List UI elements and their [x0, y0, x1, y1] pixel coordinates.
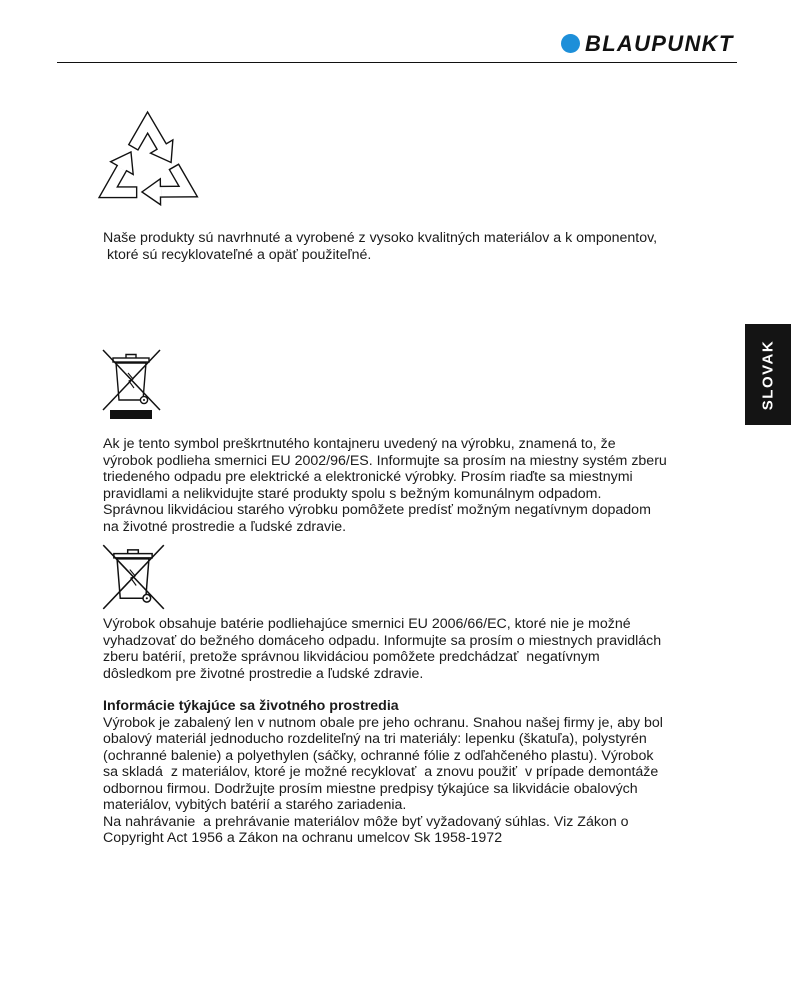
weee-line: Ak je tento symbol preškrtnutého kontajneru uvedený na výrobku, znamená to, že	[103, 436, 616, 452]
batteries-line: dôsledkom pre životné prostredie a ľudské zdravie.	[103, 665, 424, 682]
environment-line: Výrobok je zabalený len v nutnom obale pre jeho ochranu. Snahou našej firmy je, aby bol	[103, 714, 663, 731]
crossed-out-wheelie-bin-icon	[100, 543, 166, 611]
brand-logo-dot	[561, 34, 580, 53]
bin-wheel-hub	[146, 597, 148, 599]
weee-line: Správnou likvidáciou starého výrobku pomôžete predísť možným negatívnym dopadom	[103, 502, 651, 518]
environment-line: (ochranné balenie) a polyethylen (sáčky, ochranné fólie z odľahčeného plastu). Výrobok	[103, 747, 654, 764]
recycle-arrow-right	[139, 166, 188, 208]
recycling-line: Naše produkty sú navrhnuté a vyrobené z vysoko kvalitných materiálov a k omponentov,	[103, 230, 658, 246]
bin-lid	[113, 358, 149, 362]
environment-line: Copyright Act 1956 a Zákon na ochranu umelcov Sk 1958-1972	[103, 830, 503, 846]
weee-line: triedeného odpadu pre elektrické a elektronické výrobky. Prosím riaďte sa miestnymi	[103, 469, 633, 485]
environment-line: sa skladá z materiálov, ktoré je možné recyklovať a znovu použiť v prípade demontáže	[103, 764, 659, 780]
batteries-line: zberu batérií, pretože správnou likvidáciou pomôžete predchádzať negatívnym	[103, 649, 600, 665]
recycle-arrow-top	[133, 123, 182, 168]
environment-line: materiálov, vybitých batérií a starého zariadenia.	[103, 797, 407, 813]
recycling-line: ktoré sú recyklovateľné a opäť použiteľné.	[103, 246, 372, 263]
bin-wheel-hub	[143, 399, 145, 401]
header-divider	[57, 62, 737, 63]
brand-logo-text: BLAUPUNKT	[585, 31, 734, 56]
weee-line: výrobok podlieha smernici EU 2002/96/ES. Informujte sa prosím na miestny systém zberu	[103, 452, 667, 469]
environment-line: Na nahrávanie a prehrávanie materiálov môže byť vyžadovaný súhlas. Viz Zákon o	[103, 813, 629, 830]
batteries-line: vyhadzovať do bežného domáceho odpadu. Informujte sa prosím o miestnych pravidlách	[103, 632, 662, 649]
language-tab-label: SLOVAK	[759, 339, 777, 410]
environment-section	[103, 698, 663, 847]
crossed-out-wheelie-bin-icon	[100, 348, 162, 422]
batteries-paragraph	[103, 616, 661, 682]
environment-line: obalový materiál jednoducho rozdeliteľný na tri materiály: lepenku (škatuľa), polystyrén	[103, 731, 647, 747]
bin-bar	[110, 410, 152, 419]
batteries-line: Výrobok obsahuje batérie podliehajúce smernici EU 2006/66/EC, ktoré nie je možné	[103, 616, 631, 632]
weee-line: pravidlami a nelikvidujte staré produkty spolu s bežným komunálnym odpadom.	[103, 485, 602, 502]
language-tab	[745, 324, 791, 425]
weee-line: na životné prostredie a ľudské zdravie.	[103, 518, 347, 535]
recycling-paragraph	[103, 230, 657, 263]
environment-heading: Informácie týkajúce sa životného prostredia	[103, 698, 399, 714]
recycle-arrow-left	[108, 152, 137, 192]
weee-paragraph	[103, 436, 667, 535]
bin-lid	[114, 554, 152, 558]
recycle-icon	[95, 108, 201, 208]
environment-line: odbornou firmou. Dodržujte prosím miestne predpisy týkajúce sa likvidácie obalových	[103, 780, 638, 797]
